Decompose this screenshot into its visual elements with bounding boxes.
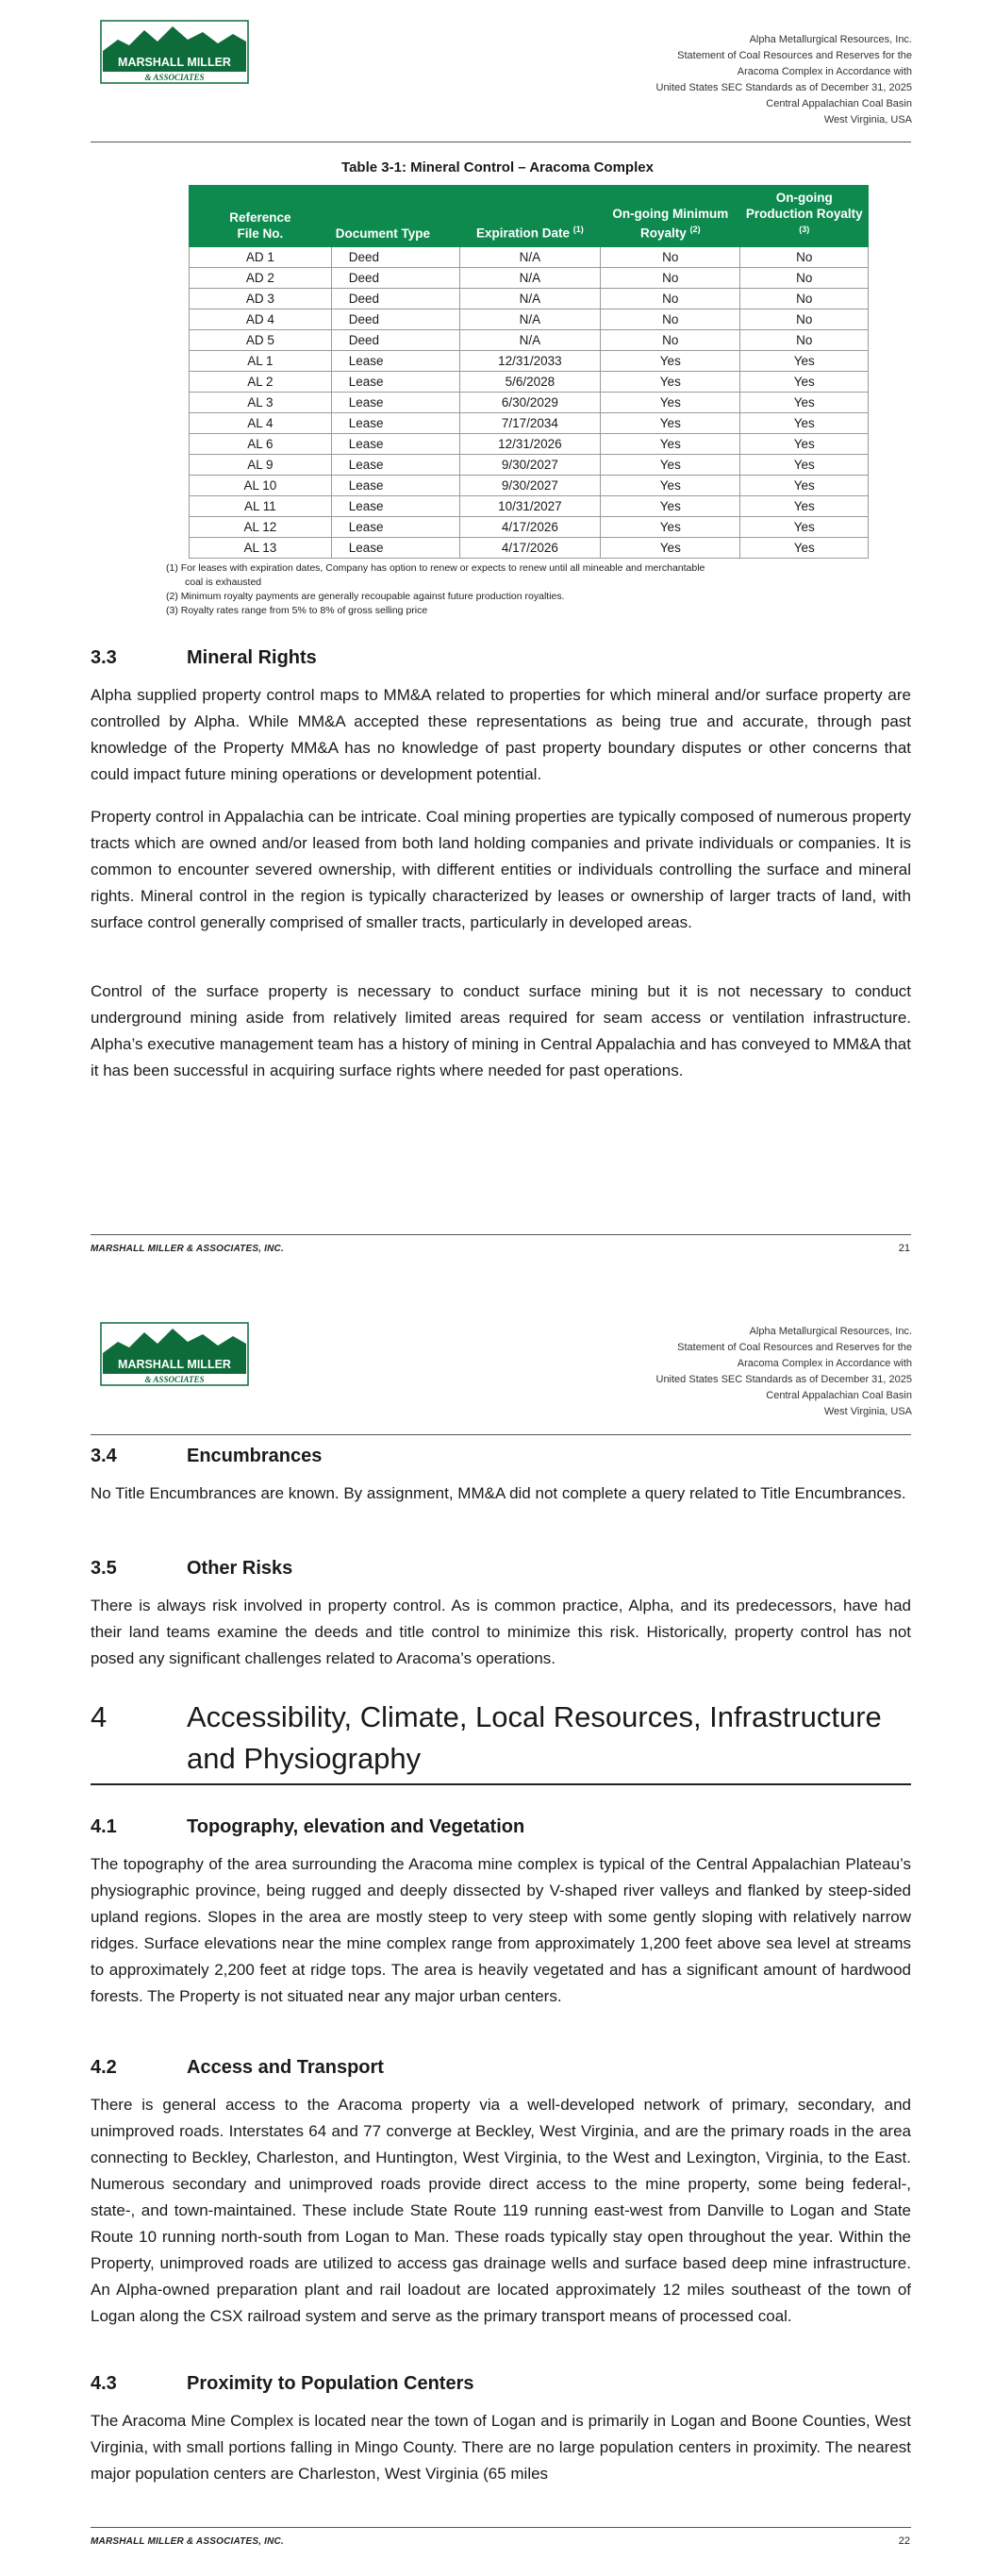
min-royalty-cell: Yes: [601, 537, 740, 558]
doc-type-cell: Lease: [331, 371, 459, 392]
doc-type-cell: Lease: [331, 495, 459, 516]
prod-royalty-cell: No: [740, 246, 869, 267]
report-page-22: [0, 1283, 995, 2576]
min-royalty-cell: No: [601, 288, 740, 309]
doc-type-cell: Deed: [331, 267, 459, 288]
table-row: [190, 516, 869, 537]
expiration-cell: 10/31/2027: [459, 495, 601, 516]
section-3-3-heading: 3.3 Mineral Rights: [91, 647, 317, 668]
ref-cell: AD 2: [190, 267, 332, 288]
prod-royalty-cell: No: [740, 309, 869, 329]
table-row: [190, 329, 869, 350]
chapter-4-heading: 4 Accessibility, Climate, Local Resources, Infrastructure and Physiography: [91, 1700, 882, 1775]
section-3-3-para-3: Control of the surface property is necessary to conduct surface mining but it is not necessary to conduct underground mining aside from relatively limited areas required for seam access or ventilation infrastructure. Alpha’s executive management team has a history of mining in Central Appalachia and has conveyed to MM&A that it has been successful in acquiring surface rights where needed for past operations.: [91, 982, 911, 1079]
table-row: [190, 537, 869, 558]
footer-company: MARSHALL MILLER & ASSOCIATES, INC.: [91, 1244, 284, 1254]
expiration-cell: 6/30/2029: [459, 392, 601, 412]
min-royalty-cell: No: [601, 246, 740, 267]
expiration-cell: 5/6/2028: [459, 371, 601, 392]
doc-type-cell: Lease: [331, 475, 459, 495]
expiration-cell: N/A: [459, 246, 601, 267]
logo-sub-text: & ASSOCIATES: [144, 73, 205, 82]
section-3-3-para-2: Property control in Appalachia can be intricate. Coal mining properties are typically composed of numerous property tracts which are owned and/or leased from both land holding companies and private individuals or companies. It is common to encounter severed ownership, with different entities or individuals controlling the surface and mineral rights. Mineral control in the region is typically characterized by leases or ownership of larger tracts of land, with surface control generally comprised of smaller tracts, particularly in developed areas.: [91, 808, 911, 931]
logo-sub-text: & ASSOCIATES: [144, 1375, 205, 1384]
doc-type-cell: Lease: [331, 433, 459, 454]
expiration-cell: 7/17/2034: [459, 412, 601, 433]
table-row: [190, 371, 869, 392]
min-royalty-cell: No: [601, 329, 740, 350]
mineral-control-table: [189, 185, 869, 559]
doc-type-cell: Deed: [331, 329, 459, 350]
table-row: [190, 495, 869, 516]
expiration-cell: 9/30/2027: [459, 454, 601, 475]
ref-cell: AD 5: [190, 329, 332, 350]
ref-cell: AD 1: [190, 246, 332, 267]
page-number: 21: [898, 1243, 910, 1254]
prod-royalty-cell: Yes: [740, 516, 869, 537]
expiration-cell: 4/17/2026: [459, 516, 601, 537]
note-1-cont: coal is exhausted: [185, 577, 262, 588]
footer-rule: [91, 1234, 911, 1235]
min-royalty-cell: Yes: [601, 392, 740, 412]
footer-rule: [91, 2527, 911, 2528]
table-row: [190, 392, 869, 412]
ref-cell: AD 4: [190, 309, 332, 329]
prod-royalty-cell: Yes: [740, 475, 869, 495]
min-royalty-cell: Yes: [601, 475, 740, 495]
table-row: [190, 475, 869, 495]
col-min-royalty: On-going Minimum Royalty $^{(2)}$: [601, 186, 740, 247]
ref-cell: AL 4: [190, 412, 332, 433]
table-row: [190, 433, 869, 454]
min-royalty-cell: Yes: [601, 412, 740, 433]
min-royalty-cell: Yes: [601, 454, 740, 475]
doc-type-cell: Deed: [331, 288, 459, 309]
footer-company: MARSHALL MILLER & ASSOCIATES, INC.: [91, 2536, 284, 2547]
col-reference: Reference File No.: [190, 186, 332, 247]
prod-royalty-cell: Yes: [740, 371, 869, 392]
ref-cell: AL 6: [190, 433, 332, 454]
header-rule: [91, 1434, 911, 1435]
table-header-row: [190, 186, 869, 247]
ref-cell: AL 13: [190, 537, 332, 558]
marshall-miller-logo: [99, 1321, 250, 1387]
table-row: [190, 288, 869, 309]
ref-cell: AL 11: [190, 495, 332, 516]
expiration-cell: 12/31/2033: [459, 350, 601, 371]
table-row: [190, 350, 869, 371]
expiration-cell: 4/17/2026: [459, 537, 601, 558]
section-3-4-heading: 3.4 Encumbrances: [91, 1446, 323, 1466]
ref-cell: AD 3: [190, 288, 332, 309]
section-4-3-para-1: The Aracoma Mine Complex is located near the town of Logan and is primarily in Logan and Boone Counties, West Virginia, with small portions falling in Mingo County. There are no large population centers in proximity. The nearest major population centers are Charleston, West Virginia (65 miles: [91, 2412, 911, 2483]
prod-royalty-cell: No: [740, 288, 869, 309]
company-header: Alpha Metallurgical Resources, Inc. Statement of Coal Resources and Reserves for the Aracoma Complex in Accordance with United States SEC Standards as of December 31, 2025 Central Appalachian Coal Basin West Virginia, USA: [655, 1326, 912, 1417]
min-royalty-cell: No: [601, 267, 740, 288]
table-notes: [166, 561, 845, 618]
prod-royalty-cell: Yes: [740, 350, 869, 371]
expiration-cell: 12/31/2026: [459, 433, 601, 454]
section-3-3-para-1: Alpha supplied property control maps to MM&A related to properties for which mineral and/or surface property are controlled by Alpha. While MM&A accepted these representations as being true and accurate, through past knowledge of the Property MM&A has no knowledge of past property boundary disputes or other concerns that could impact future mining operations or development potential.: [91, 686, 911, 783]
prod-royalty-cell: Yes: [740, 454, 869, 475]
table-row: [190, 454, 869, 475]
logo-main-text: MARSHALL MILLER: [118, 1358, 231, 1371]
ref-cell: AL 10: [190, 475, 332, 495]
section-3-4-para-1: No Title Encumbrances are known. By assignment, MM&A did not complete a query related to Title Encumbrances.: [91, 1484, 906, 1502]
min-royalty-cell: No: [601, 309, 740, 329]
col-expiration: Expiration Date $^{(1)}$: [459, 186, 601, 247]
section-3-5-heading: 3.5 Other Risks: [91, 1558, 293, 1579]
marshall-miller-logo: [99, 19, 250, 85]
col-document-type: Document Type: [331, 186, 459, 247]
doc-type-cell: Lease: [331, 516, 459, 537]
doc-type-cell: Deed: [331, 309, 459, 329]
doc-type-cell: Lease: [331, 350, 459, 371]
chapter-rule: [91, 1783, 911, 1785]
section-4-1-para-1: The topography of the area surrounding the Aracoma mine complex is typical of the Central Appalachian Plateau’s physiographic province, being rugged and deeply dissected by V-shaped river valleys and flanked by steep-sided upland regions. Slopes in the area are mostly steep to very steep with some gently sloping with relatively narrow ridges. Surface elevations near the mine complex range from approximately 1,200 feet above sea level at streams to approximately 2,200 feet at ridge tops. The area is heavily vegetated and has a significant amount of hardwood forests. The Property is not situated near any major urban centers.: [91, 1855, 911, 2005]
prod-royalty-cell: Yes: [740, 537, 869, 558]
ref-cell: AL 1: [190, 350, 332, 371]
table-row: [190, 412, 869, 433]
prod-royalty-cell: Yes: [740, 495, 869, 516]
note-3: (3) Royalty rates range from 5% to 8% of gross selling price: [166, 605, 428, 616]
doc-type-cell: Deed: [331, 246, 459, 267]
min-royalty-cell: Yes: [601, 371, 740, 392]
prod-royalty-cell: Yes: [740, 433, 869, 454]
page-number: 22: [898, 2535, 910, 2547]
note-2: (2) Minimum royalty payments are generally recoupable against future production royalties.: [166, 591, 565, 602]
table-row: [190, 246, 869, 267]
prod-royalty-cell: Yes: [740, 412, 869, 433]
note-1: (1) For leases with expiration dates, Company has option to renew or expects to renew until all mineable and merchantable: [166, 562, 705, 574]
section-4-2-heading: 4.2 Access and Transport: [91, 2057, 384, 2078]
doc-type-cell: Lease: [331, 392, 459, 412]
section-4-2-para-1: There is general access to the Aracoma property via a well-developed network of primary, secondary, and unimproved roads. Interstates 64 and 77 converge at Beckley, West Virginia, and are the primary roads in the area connecting to Beckley, Charleston, and Huntington, West Virginia, to the West and Lexington, Virginia, to the East. Numerous secondary and unimproved roads provide direct access to the mine property, some being federal-, state-, and town-maintained. These include State Route 119 running east-west from Danville to Logan and State Route 10 running north-south from Logan to Man. These roads typically stay open throughout the year. Within the Property, unimproved roads are utilized to access gas drainage wells and surface based deep mine infrastructure. An Alpha-owned preparation plant and rail loadout are located approximately 12 miles southeast of the town of Logan along the CSX railroad system and serve as the primary transport means of processed coal.: [91, 2096, 911, 2325]
ref-cell: AL 2: [190, 371, 332, 392]
expiration-cell: 9/30/2027: [459, 475, 601, 495]
logo-main-text: MARSHALL MILLER: [118, 56, 231, 69]
table-caption: Table 3-1: Mineral Control – Aracoma Complex: [341, 159, 654, 176]
report-page-21: [0, 0, 995, 1283]
min-royalty-cell: Yes: [601, 516, 740, 537]
table-row: [190, 267, 869, 288]
prod-royalty-cell: Yes: [740, 392, 869, 412]
min-royalty-cell: Yes: [601, 433, 740, 454]
section-3-5-para-1: There is always risk involved in property control. As is common practice, Alpha, and its predecessors, have had their land teams examine the deeds and title control to minimize this risk. Historically, property control has not posed any significant challenges related to Aracoma’s operations.: [91, 1597, 911, 1667]
col-prod-royalty: On-going Production Royalty $^{(3)}$: [740, 186, 869, 247]
expiration-cell: N/A: [459, 267, 601, 288]
doc-type-cell: Lease: [331, 537, 459, 558]
expiration-cell: N/A: [459, 288, 601, 309]
company-header: Alpha Metallurgical Resources, Inc. Statement of Coal Resources and Reserves for the Aracoma Complex in Accordance with United States SEC Standards as of December 31, 2025 Central Appalachian Coal Basin West Virginia, USA: [655, 34, 912, 125]
ref-cell: AL 12: [190, 516, 332, 537]
prod-royalty-cell: No: [740, 267, 869, 288]
expiration-cell: N/A: [459, 309, 601, 329]
doc-type-cell: Lease: [331, 412, 459, 433]
min-royalty-cell: Yes: [601, 495, 740, 516]
expiration-cell: N/A: [459, 329, 601, 350]
ref-cell: AL 3: [190, 392, 332, 412]
section-4-1-heading: 4.1 Topography, elevation and Vegetation: [91, 1816, 525, 1837]
ref-cell: AL 9: [190, 454, 332, 475]
prod-royalty-cell: No: [740, 329, 869, 350]
doc-type-cell: Lease: [331, 454, 459, 475]
section-4-3-heading: 4.3 Proximity to Population Centers: [91, 2373, 474, 2394]
min-royalty-cell: Yes: [601, 350, 740, 371]
table-row: [190, 309, 869, 329]
